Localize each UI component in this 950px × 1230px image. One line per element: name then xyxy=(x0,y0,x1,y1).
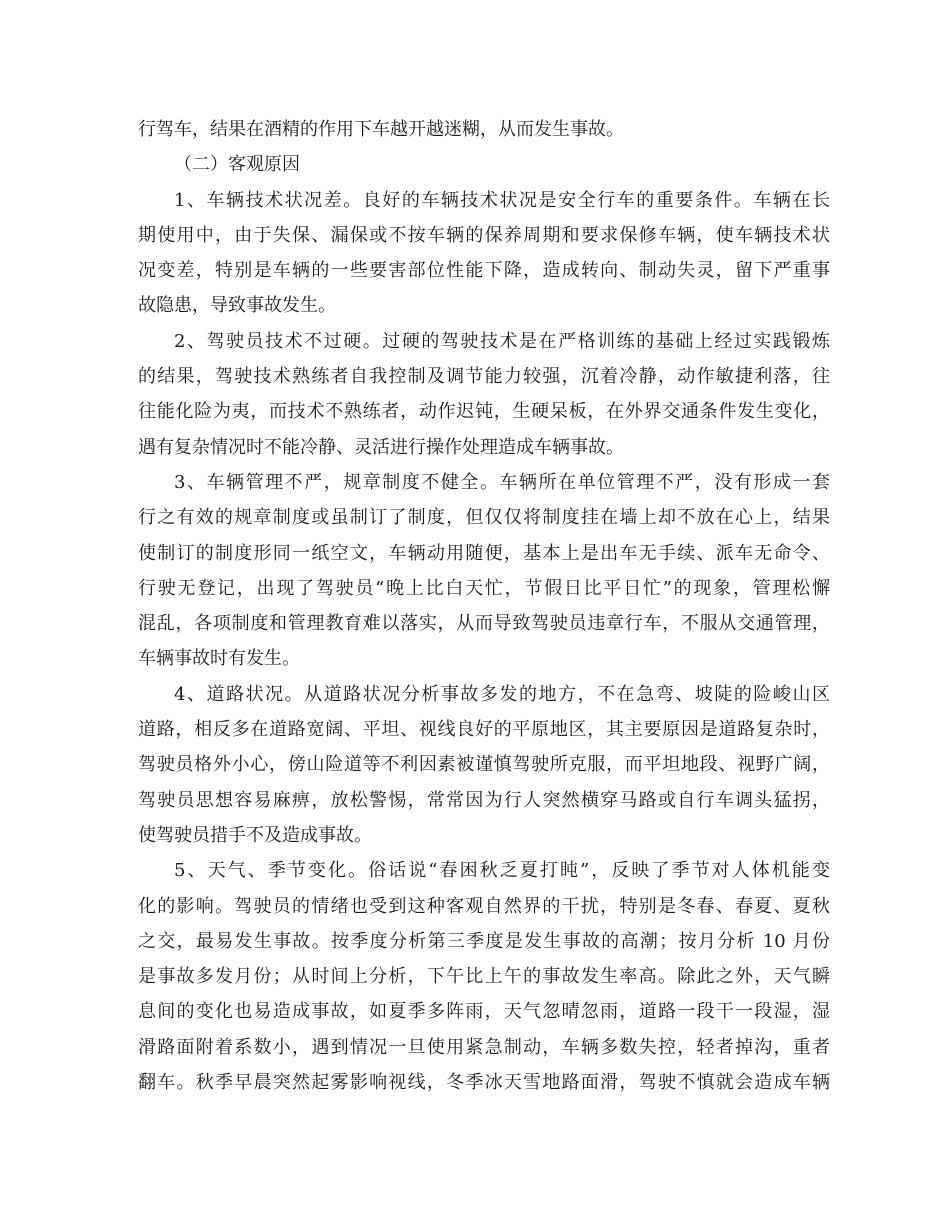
text-line: 3、车辆管理不严，规章制度不健全。车辆所在单位管理不严，没有形成一套 xyxy=(174,471,830,493)
text-line: 驾驶员思想容易麻痹，放松警惕，常常因为行人突然横穿马路或自行车调头猛拐， xyxy=(138,789,830,811)
text-line: 使驾驶员措手不及造成事故。 xyxy=(138,824,372,846)
text-line: 期使用中，由于失保、漏保或不按车辆的保养周期和要求保修车辆，使车辆技术状 xyxy=(138,224,830,246)
text-line: 息间的变化也易造成事故，如夏季多阵雨，天气忽晴忽雨，道路一段干一段湿，湿 xyxy=(138,1001,830,1023)
text-line: 5、天气、季节变化。俗话说“春困秋乏夏打盹”，反映了季节对人体机能变 xyxy=(174,860,830,882)
text-line: 翻车。秋季早晨突然起雾影响视线，冬季冰天雪地路面滑，驾驶不慎就会造成车辆 xyxy=(138,1072,830,1094)
text-line: 行驶无登记，出现了驾驶员“晚上比白天忙，节假日比平日忙”的现象，管理松懈 xyxy=(138,577,830,599)
document-body xyxy=(138,112,830,1100)
text-line: 4、道路状况。从道路状况分析事故多发的地方，不在急弯、坡陡的险峻山区 xyxy=(174,683,830,705)
text-line: 车辆事故时有发生。 xyxy=(138,648,300,670)
text-line: 遇有复杂情况时不能冷静、灵活进行操作处理造成车辆事故。 xyxy=(138,436,624,458)
text-line: 混乱，各项制度和管理教育难以落实，从而导致驾驶员违章行车，不服从交通管理， xyxy=(138,613,830,635)
text-line: （二）客观原因 xyxy=(174,154,300,176)
text-line: 行驾车，结果在酒精的作用下车越开越迷糊，从而发生事故。 xyxy=(138,119,624,140)
text-line: 往能化险为夷，而技术不熟练者，动作迟钝，生硬呆板，在外界交通条件发生变化， xyxy=(138,401,830,423)
text-line: 况变差，特别是车辆的一些要害部位性能下降，造成转向、制动失灵，留下严重事 xyxy=(138,260,830,282)
text-line: 行之有效的规章制度或虽制订了制度，但仅仅将制度挂在墙上却不放在心上，结果 xyxy=(138,507,830,529)
text-line: 2、驾驶员技术不过硬。过硬的驾驶技术是在严格训练的基础上经过实践锻炼 xyxy=(174,330,830,352)
text-line: 道路，相反多在道路宽阔、平坦、视线良好的平原地区，其主要原因是道路复杂时， xyxy=(138,719,830,741)
text-line: 的结果，驾驶技术熟练者自我控制及调节能力较强，沉着冷静，动作敏捷利落，往 xyxy=(138,366,830,388)
text-line: 之交，最易发生事故。按季度分析第三季度是发生事故的高潮；按月分析 10 月份 xyxy=(138,930,830,952)
text-line: 是事故多发月份；从时间上分析，下午比上午的事故发生率高。除此之外，天气瞬 xyxy=(138,966,830,988)
text-line: 1、车辆技术状况差。良好的车辆技术状况是安全行车的重要条件。车辆在长 xyxy=(174,189,830,211)
text-line: 化的影响。驾驶员的情绪也受到这种客观自然界的干扰，特别是冬春、春夏、夏秋 xyxy=(138,895,830,917)
text-line: 驾驶员格外小心，傍山险道等不利因素被谨慎驾驶所克服，而平坦地段、视野广阔， xyxy=(138,754,830,776)
text-line: 使制订的制度形同一纸空文，车辆动用随便，基本上是出车无手续、派车无命令、 xyxy=(138,542,830,564)
text-line: 故隐患，导致事故发生。 xyxy=(138,295,336,317)
text-line: 滑路面附着系数小，遇到情况一旦使用紧急制动，车辆多数失控，轻者掉沟，重者 xyxy=(138,1036,830,1058)
